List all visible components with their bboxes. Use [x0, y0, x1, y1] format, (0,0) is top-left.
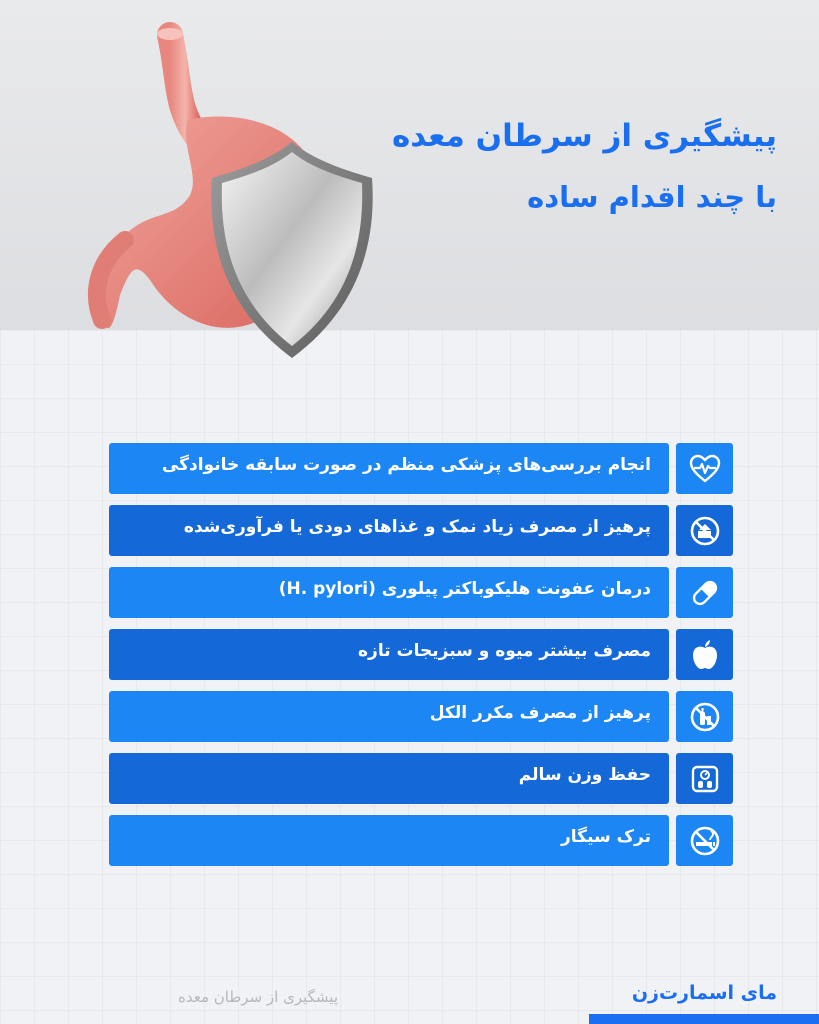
footer-caption: پیشگیری از سرطان معده: [178, 988, 338, 1006]
page-title: پیشگیری از سرطان معده: [391, 118, 777, 154]
stomach-shield-illustration: [80, 20, 400, 365]
tip-row: [109, 815, 733, 866]
apple-icon: [676, 629, 733, 680]
tip-row: [109, 691, 733, 742]
no-smoking-icon: [676, 815, 733, 866]
pill-icon: [676, 567, 733, 618]
no-processed-food-icon: [676, 505, 733, 556]
brand-logo-text[interactable]: مای اسمارت‌زن: [631, 982, 777, 1004]
heart-pulse-icon: [676, 443, 733, 494]
tip-row: [109, 753, 733, 804]
page-subtitle: با چند اقدام ساده: [527, 180, 777, 214]
tip-text: درمان عفونت هلیکوباکتر پیلوری (H. pylori): [109, 567, 669, 618]
tip-row: [109, 505, 733, 556]
tip-text: پرهیز از مصرف مکرر الکل: [109, 691, 669, 742]
tip-text: انجام بررسی‌های پزشکی منظم در صورت سابقه خانوادگی: [109, 443, 669, 494]
tip-text: مصرف بیشتر میوه و سبزیجات تازه: [109, 629, 669, 680]
scale-icon: [676, 753, 733, 804]
no-alcohol-icon: [676, 691, 733, 742]
tip-row: [109, 567, 733, 618]
tip-row: [109, 629, 733, 680]
tip-text: پرهیز از مصرف زیاد نمک و غذاهای دودی یا فرآوری‌شده: [109, 505, 669, 556]
tip-text: ترک سیگار: [109, 815, 669, 866]
tip-text: حفظ وزن سالم: [109, 753, 669, 804]
footer-accent-strip: [589, 1014, 819, 1024]
tip-row: [109, 443, 733, 494]
